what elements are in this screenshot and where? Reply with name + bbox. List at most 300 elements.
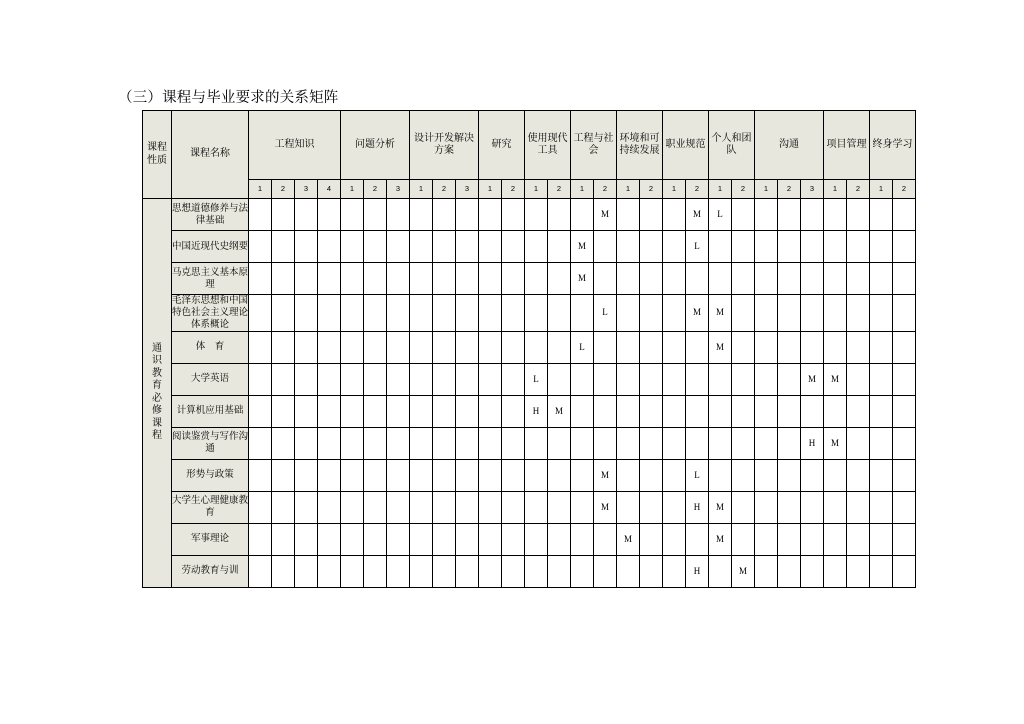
header-group-row <box>143 111 916 180</box>
matrix-cell <box>364 199 387 231</box>
matrix-cell <box>479 231 502 263</box>
matrix-cell <box>640 263 663 295</box>
header-course-nature <box>143 111 172 199</box>
matrix-cell <box>640 295 663 332</box>
matrix-cell <box>272 263 295 295</box>
matrix-cell <box>295 427 318 459</box>
header-group-7: 职业规范 <box>663 111 709 180</box>
matrix-cell <box>870 363 893 395</box>
matrix-cell <box>456 331 479 363</box>
matrix-cell <box>801 331 824 363</box>
matrix-cell <box>847 459 870 491</box>
matrix-cell <box>318 555 341 587</box>
matrix-cell <box>755 331 778 363</box>
header-sub-9-0: 1 <box>755 180 778 199</box>
matrix-cell <box>778 331 801 363</box>
matrix-cell <box>801 199 824 231</box>
matrix-cell <box>548 427 571 459</box>
matrix-cell <box>594 395 617 427</box>
matrix-cell <box>893 295 916 332</box>
matrix-cell: H <box>686 555 709 587</box>
matrix-cell <box>548 231 571 263</box>
matrix-cell <box>525 199 548 231</box>
matrix-cell <box>410 427 433 459</box>
matrix-cell <box>387 199 410 231</box>
matrix-cell <box>686 363 709 395</box>
header-sub-8-1: 2 <box>732 180 755 199</box>
matrix-cell <box>824 295 847 332</box>
matrix-cell <box>318 395 341 427</box>
matrix-cell <box>548 555 571 587</box>
matrix-cell <box>801 523 824 555</box>
matrix-cell <box>548 523 571 555</box>
matrix-cell <box>387 491 410 523</box>
matrix-cell: M <box>709 295 732 332</box>
matrix-cell: M <box>801 363 824 395</box>
matrix-cell <box>640 199 663 231</box>
matrix-cell <box>410 331 433 363</box>
matrix-cell <box>433 263 456 295</box>
header-sub-8-0: 1 <box>709 180 732 199</box>
course-name-cell: 大学生心理健康教育 <box>172 491 249 523</box>
matrix-cell <box>686 263 709 295</box>
matrix-cell <box>617 459 640 491</box>
matrix-cell <box>387 555 410 587</box>
matrix-cell <box>341 555 364 587</box>
header-group-0: 工程知识 <box>249 111 341 180</box>
course-name-cell: 形势与政策 <box>172 459 249 491</box>
matrix-cell <box>847 395 870 427</box>
matrix-cell <box>732 331 755 363</box>
matrix-cell <box>686 523 709 555</box>
matrix-cell <box>847 263 870 295</box>
header-sub-6-0: 1 <box>617 180 640 199</box>
matrix-cell <box>433 363 456 395</box>
matrix-cell <box>801 459 824 491</box>
matrix-cell <box>318 491 341 523</box>
matrix-cell <box>847 555 870 587</box>
matrix-cell <box>502 295 525 332</box>
matrix-cell <box>778 395 801 427</box>
matrix-cell <box>456 295 479 332</box>
matrix-cell <box>456 491 479 523</box>
matrix-cell <box>410 231 433 263</box>
table-row <box>143 263 916 295</box>
matrix-cell <box>249 523 272 555</box>
matrix-cell <box>801 263 824 295</box>
matrix-cell <box>341 523 364 555</box>
matrix-cell <box>548 459 571 491</box>
matrix-cell <box>456 427 479 459</box>
matrix-cell <box>732 395 755 427</box>
matrix-cell <box>387 427 410 459</box>
matrix-cell <box>272 523 295 555</box>
matrix-cell <box>755 555 778 587</box>
table-row <box>143 363 916 395</box>
matrix-cell <box>272 395 295 427</box>
matrix-cell <box>410 459 433 491</box>
matrix-cell <box>318 199 341 231</box>
matrix-cell: M <box>709 331 732 363</box>
matrix-cell <box>732 491 755 523</box>
matrix-cell <box>732 363 755 395</box>
matrix-cell <box>295 523 318 555</box>
matrix-cell <box>249 363 272 395</box>
matrix-cell <box>525 231 548 263</box>
course-name-cell: 军事理论 <box>172 523 249 555</box>
matrix-cell <box>594 263 617 295</box>
matrix-cell <box>341 491 364 523</box>
matrix-cell <box>410 395 433 427</box>
table-row <box>143 523 916 555</box>
table-row <box>143 427 916 459</box>
header-group-4: 使用现代工具 <box>525 111 571 180</box>
course-name-cell: 体 育 <box>172 331 249 363</box>
matrix-cell <box>709 427 732 459</box>
matrix-cell <box>824 491 847 523</box>
matrix-cell <box>732 459 755 491</box>
matrix-cell <box>663 263 686 295</box>
matrix-cell <box>870 427 893 459</box>
matrix-cell <box>433 427 456 459</box>
matrix-cell <box>755 395 778 427</box>
matrix-cell <box>870 263 893 295</box>
header-group-9: 沟通 <box>755 111 824 180</box>
matrix-cell <box>295 491 318 523</box>
matrix-cell <box>502 523 525 555</box>
matrix-cell <box>709 263 732 295</box>
matrix-cell <box>778 199 801 231</box>
matrix-cell: L <box>709 199 732 231</box>
matrix-cell <box>318 363 341 395</box>
matrix-cell <box>893 459 916 491</box>
matrix-cell: L <box>594 295 617 332</box>
matrix-cell: M <box>824 363 847 395</box>
matrix-cell <box>525 331 548 363</box>
matrix-cell <box>433 331 456 363</box>
matrix-cell <box>318 427 341 459</box>
matrix-cell <box>479 459 502 491</box>
matrix-cell <box>778 295 801 332</box>
matrix-cell <box>893 363 916 395</box>
matrix-cell <box>456 523 479 555</box>
matrix-cell <box>571 523 594 555</box>
matrix-cell <box>479 395 502 427</box>
matrix-cell <box>502 491 525 523</box>
nature-char-1: 识 <box>152 355 162 367</box>
matrix-cell <box>893 491 916 523</box>
matrix-cell <box>502 363 525 395</box>
matrix-cell <box>249 331 272 363</box>
matrix-cell <box>893 523 916 555</box>
matrix-cell <box>387 395 410 427</box>
header-group-8: 个人和团队 <box>709 111 755 180</box>
matrix-cell <box>318 523 341 555</box>
matrix-cell <box>387 459 410 491</box>
matrix-cell <box>824 395 847 427</box>
matrix-cell: L <box>686 231 709 263</box>
header-course-name-label: 课程名称 <box>190 148 230 160</box>
matrix-cell <box>387 331 410 363</box>
matrix-cell <box>249 199 272 231</box>
matrix-cell <box>801 491 824 523</box>
header-sub-4-1: 2 <box>548 180 571 199</box>
matrix-cell <box>663 555 686 587</box>
matrix-cell <box>571 459 594 491</box>
header-sub-3-1: 2 <box>502 180 525 199</box>
matrix-cell: M <box>594 459 617 491</box>
matrix-cell <box>272 491 295 523</box>
matrix-cell <box>318 231 341 263</box>
matrix-cell <box>732 263 755 295</box>
matrix-cell <box>318 459 341 491</box>
matrix-cell <box>755 295 778 332</box>
header-sub-10-0: 1 <box>824 180 847 199</box>
matrix-cell <box>456 459 479 491</box>
header-sub-0-2: 3 <box>295 180 318 199</box>
matrix-cell <box>249 427 272 459</box>
matrix-cell <box>755 523 778 555</box>
matrix-cell <box>548 363 571 395</box>
matrix-cell <box>410 199 433 231</box>
matrix-cell <box>249 295 272 332</box>
header-course-nature-label: 课程性质 <box>147 142 167 166</box>
matrix-cell: H <box>801 427 824 459</box>
matrix-cell <box>364 427 387 459</box>
matrix-cell <box>387 263 410 295</box>
matrix-cell <box>272 199 295 231</box>
matrix-cell: M <box>571 231 594 263</box>
header-group-6: 环境和可持续发展 <box>617 111 663 180</box>
matrix-cell <box>410 363 433 395</box>
matrix-cell <box>318 331 341 363</box>
header-group-10: 项目管理 <box>824 111 870 180</box>
matrix-cell <box>824 523 847 555</box>
matrix-cell <box>479 295 502 332</box>
matrix-cell <box>341 395 364 427</box>
matrix-cell: L <box>525 363 548 395</box>
matrix-cell <box>364 523 387 555</box>
matrix-cell <box>364 491 387 523</box>
table-row <box>143 199 916 231</box>
course-name-cell: 劳动教育与训 <box>172 555 249 587</box>
matrix-cell <box>479 263 502 295</box>
nature-char-0: 通 <box>152 342 162 354</box>
matrix-cell <box>640 523 663 555</box>
matrix-cell <box>617 295 640 332</box>
header-sub-0-1: 2 <box>272 180 295 199</box>
matrix-cell <box>295 363 318 395</box>
matrix-cell <box>318 263 341 295</box>
matrix-cell <box>295 199 318 231</box>
course-name-cell: 计算机应用基础 <box>172 395 249 427</box>
matrix-cell <box>295 395 318 427</box>
matrix-cell <box>824 231 847 263</box>
matrix-cell <box>479 363 502 395</box>
matrix-cell <box>295 231 318 263</box>
matrix-cell <box>870 199 893 231</box>
matrix-cell <box>755 363 778 395</box>
matrix-cell <box>548 263 571 295</box>
matrix-cell <box>732 295 755 332</box>
matrix-cell <box>778 555 801 587</box>
matrix-cell <box>847 427 870 459</box>
matrix-cell <box>272 231 295 263</box>
matrix-cell <box>410 523 433 555</box>
nature-char-7: 程 <box>152 430 162 442</box>
table-row <box>143 491 916 523</box>
matrix-cell <box>594 231 617 263</box>
matrix-cell <box>801 555 824 587</box>
matrix-cell <box>824 263 847 295</box>
matrix-cell <box>893 263 916 295</box>
matrix-cell <box>709 363 732 395</box>
matrix-cell <box>364 231 387 263</box>
matrix-cell <box>617 263 640 295</box>
matrix-cell <box>893 395 916 427</box>
matrix-cell <box>893 427 916 459</box>
matrix-cell <box>456 263 479 295</box>
matrix-cell <box>663 295 686 332</box>
header-sub-5-0: 1 <box>571 180 594 199</box>
matrix-cell <box>801 395 824 427</box>
matrix-cell <box>525 523 548 555</box>
matrix-cell <box>755 199 778 231</box>
header-sub-5-1: 2 <box>594 180 617 199</box>
matrix-cell <box>249 263 272 295</box>
table-header <box>143 111 916 199</box>
header-group-5: 工程与社会 <box>571 111 617 180</box>
matrix-cell <box>640 491 663 523</box>
matrix-cell <box>433 295 456 332</box>
nature-char-2: 教 <box>152 367 162 379</box>
header-sub-2-2: 3 <box>456 180 479 199</box>
header-sub-row <box>143 180 916 199</box>
matrix-cell <box>870 523 893 555</box>
matrix-cell: M <box>571 263 594 295</box>
header-sub-3-0: 1 <box>479 180 502 199</box>
matrix-cell <box>548 295 571 332</box>
matrix-cell <box>502 263 525 295</box>
matrix-cell <box>433 231 456 263</box>
header-group-1: 问题分析 <box>341 111 410 180</box>
matrix-cell <box>456 363 479 395</box>
course-name-cell: 阅读鉴赏与写作沟通 <box>172 427 249 459</box>
matrix-cell <box>295 295 318 332</box>
matrix-cell <box>824 555 847 587</box>
matrix-cell <box>456 555 479 587</box>
matrix-cell: M <box>686 199 709 231</box>
matrix-cell: L <box>571 331 594 363</box>
matrix-cell <box>249 459 272 491</box>
matrix-cell <box>732 231 755 263</box>
matrix-cell <box>456 199 479 231</box>
matrix-cell <box>341 295 364 332</box>
course-name-cell: 大学英语 <box>172 363 249 395</box>
matrix-cell <box>801 295 824 332</box>
matrix-cell <box>893 231 916 263</box>
matrix-cell: M <box>709 523 732 555</box>
header-sub-9-1: 2 <box>778 180 801 199</box>
matrix-cell <box>571 363 594 395</box>
header-sub-10-1: 2 <box>847 180 870 199</box>
matrix-cell <box>571 491 594 523</box>
matrix-cell <box>870 491 893 523</box>
matrix-cell <box>847 363 870 395</box>
matrix-cell <box>755 231 778 263</box>
matrix-cell <box>341 231 364 263</box>
matrix-cell <box>893 555 916 587</box>
matrix-cell <box>617 199 640 231</box>
matrix-cell <box>433 523 456 555</box>
matrix-cell <box>617 427 640 459</box>
matrix-cell <box>755 459 778 491</box>
matrix-cell <box>479 555 502 587</box>
matrix-cell <box>571 555 594 587</box>
nature-char-6: 课 <box>152 417 162 429</box>
matrix-cell <box>617 395 640 427</box>
matrix-cell <box>387 523 410 555</box>
matrix-cell <box>571 199 594 231</box>
matrix-cell <box>640 331 663 363</box>
matrix-cell <box>594 363 617 395</box>
matrix-cell <box>847 491 870 523</box>
header-sub-7-1: 2 <box>686 180 709 199</box>
matrix-cell <box>364 555 387 587</box>
matrix-cell <box>410 295 433 332</box>
header-group-11: 终身学习 <box>870 111 916 180</box>
header-sub-0-3: 4 <box>318 180 341 199</box>
matrix-cell <box>594 427 617 459</box>
page-title: （三）课程与毕业要求的关系矩阵 <box>118 90 339 106</box>
matrix-cell <box>479 427 502 459</box>
matrix-cell <box>364 331 387 363</box>
matrix-cell <box>686 427 709 459</box>
matrix-cell <box>847 523 870 555</box>
matrix-cell <box>594 555 617 587</box>
course-nature-cell <box>143 199 172 588</box>
matrix-cell <box>433 199 456 231</box>
matrix-cell: M <box>594 491 617 523</box>
matrix-cell <box>295 555 318 587</box>
matrix-cell <box>778 459 801 491</box>
matrix-cell <box>847 199 870 231</box>
course-name-cell: 思想道德修养与法律基础 <box>172 199 249 231</box>
header-sub-2-0: 1 <box>410 180 433 199</box>
header-group-2: 设计开发解决方案 <box>410 111 479 180</box>
matrix-cell <box>272 295 295 332</box>
matrix-cell <box>732 523 755 555</box>
matrix-cell <box>525 263 548 295</box>
matrix-cell <box>341 427 364 459</box>
matrix-cell <box>824 459 847 491</box>
matrix-cell <box>295 263 318 295</box>
matrix-cell <box>479 199 502 231</box>
matrix-cell <box>410 555 433 587</box>
header-sub-0-0: 1 <box>249 180 272 199</box>
matrix-cell <box>249 555 272 587</box>
matrix-cell <box>249 231 272 263</box>
matrix-cell: M <box>686 295 709 332</box>
matrix-cell <box>663 395 686 427</box>
matrix-cell <box>801 231 824 263</box>
matrix-cell <box>640 395 663 427</box>
matrix-cell <box>709 459 732 491</box>
header-sub-1-0: 1 <box>341 180 364 199</box>
matrix-cell <box>870 231 893 263</box>
matrix-cell: M <box>617 523 640 555</box>
matrix-cell <box>272 427 295 459</box>
